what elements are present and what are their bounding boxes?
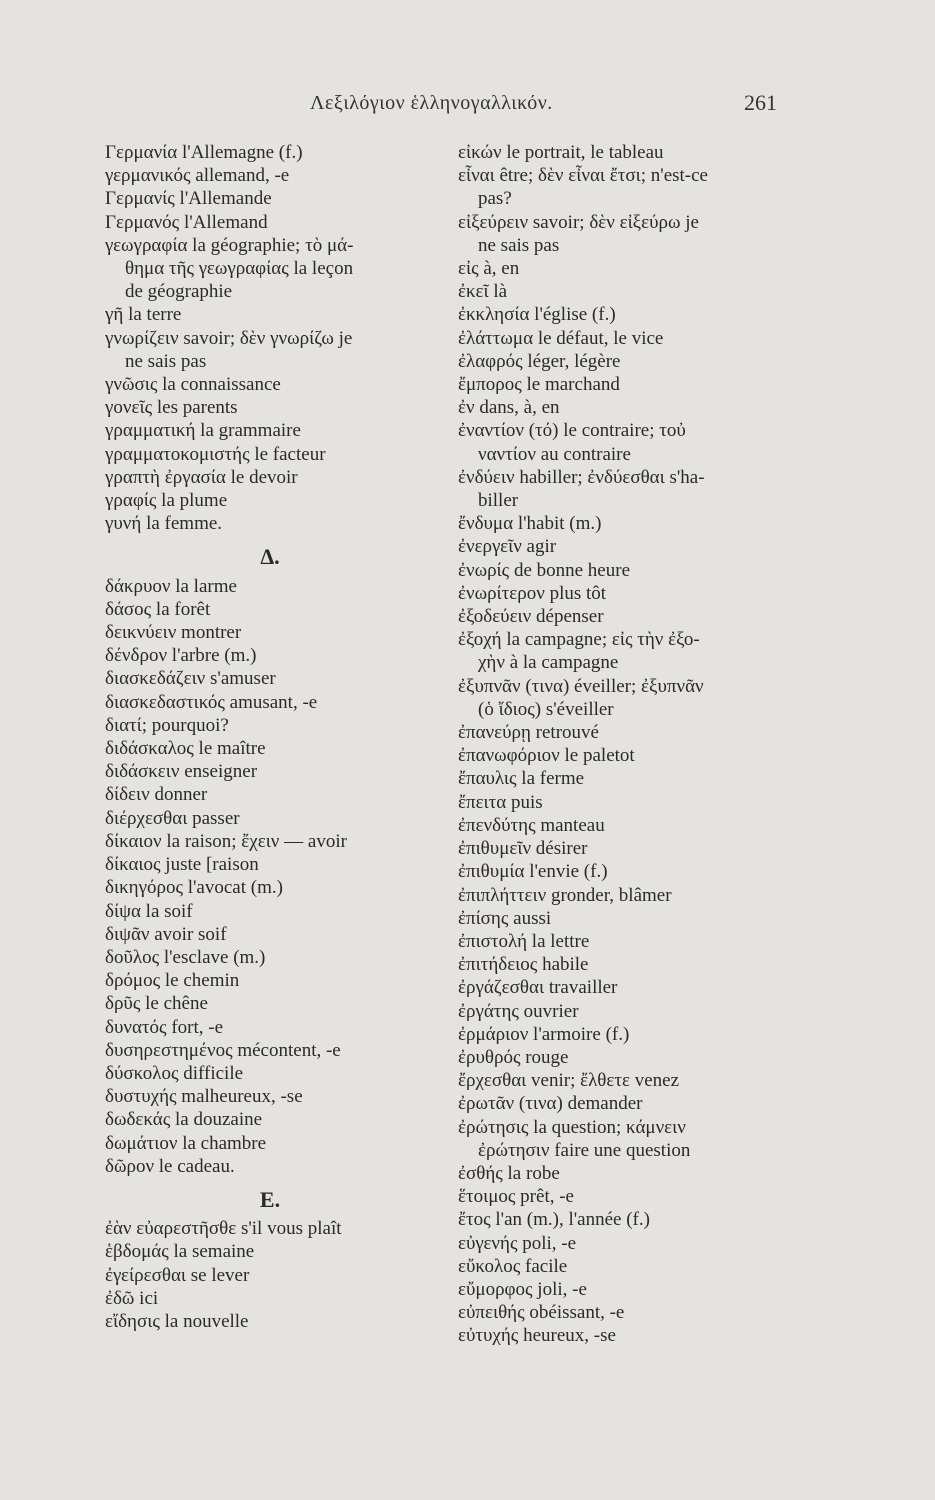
dictionary-entry: ἔτος l'an (m.), l'année (f.): [458, 1209, 650, 1231]
dictionary-entry: ἐπιθυμία l'envie (f.): [458, 861, 608, 883]
dictionary-entry: γραμματοκομιστής le facteur: [105, 443, 326, 465]
dictionary-entry: ἔπειτα puis: [458, 791, 543, 813]
dictionary-entry: ἐνωρίς de bonne heure: [458, 559, 631, 581]
dictionary-entry: εἶναι être; δὲν εἶναι ἔτσι; n'est-ce: [458, 165, 708, 187]
entry-continuation: θημα τῆς γεωγραφίας la leçon: [125, 258, 354, 280]
dictionary-entry: ἐὰν εὐαρεστῆσθε s'il vous plaît: [105, 1218, 342, 1240]
dictionary-entry: ἐρυθρός rouge: [458, 1046, 569, 1068]
dictionary-entry: ἔρχεσθαι venir; ἔλθετε venez: [458, 1070, 680, 1092]
dictionary-entry: δεικνύειν montrer: [105, 622, 242, 644]
dictionary-entry: γνῶσις la connaissance: [105, 374, 281, 396]
dictionary-entry: ἔνδυμα l'habit (m.): [458, 513, 602, 535]
dictionary-entry: γεωγραφία la géographie; τὸ μά-: [105, 234, 354, 256]
dictionary-entry: διδάσκειν enseigner: [105, 761, 258, 783]
entry-continuation: de géographie: [125, 281, 233, 303]
dictionary-entry: διασκεδαστικός amusant, -e: [105, 691, 318, 713]
dictionary-entry: εὐπειθής obéissant, -e: [458, 1302, 625, 1324]
entry-continuation: ne sais pas: [125, 350, 207, 372]
dictionary-entry: ἐρμάριον l'armoire (f.): [458, 1023, 630, 1045]
entry-continuation: biller: [478, 490, 519, 512]
dictionary-entry: δάκρυον la larme: [105, 575, 237, 597]
dictionary-entry: διψᾶν avoir soif: [105, 923, 227, 945]
dictionary-entry: ἐδῶ ici: [105, 1287, 159, 1309]
dictionary-entry: ἐργάζεσθαι travailler: [458, 977, 618, 999]
dictionary-entry: ἐπενδύτης manteau: [458, 814, 605, 836]
dictionary-entry: ἐπιστολή la lettre: [458, 930, 590, 952]
dictionary-entry: ἔμπορος le marchand: [458, 374, 620, 396]
dictionary-entry: ἐκεῖ là: [458, 281, 508, 303]
dictionary-entry: εὔκολος facile: [458, 1255, 568, 1277]
dictionary-entry: ἐπιπλήττειν gronder, blâmer: [458, 884, 672, 906]
running-head: Λεξιλόγιον ἑλληνογαλλικόν.: [310, 92, 553, 114]
dictionary-entry: ἐλάττωμα le défaut, le vice: [458, 327, 664, 349]
dictionary-entry: δικηγόρος l'avocat (m.): [105, 877, 283, 899]
dictionary-entry: δύσκολος difficile: [105, 1062, 244, 1084]
dictionary-entry: εὐγενής poli, -e: [458, 1232, 577, 1254]
dictionary-entry: ἐπίσης aussi: [458, 907, 552, 929]
dictionary-entry: δοῦλος l'esclave (m.): [105, 946, 266, 968]
dictionary-entry: ἐργάτης ouvrier: [458, 1000, 579, 1022]
entry-continuation: (ὁ ἴδιος) s'éveiller: [478, 698, 614, 720]
entry-continuation: ne sais pas: [478, 234, 560, 256]
dictionary-entry: δυστυχής malheureux, -se: [105, 1086, 303, 1108]
dictionary-entry: δυνατός fort, -e: [105, 1016, 224, 1038]
dictionary-entry: δυσηρεστημένος mécontent, -e: [105, 1039, 341, 1061]
dictionary-entry: Γερμανός l'Allemand: [105, 211, 268, 233]
dictionary-entry: εἰκών le portrait, le tableau: [458, 142, 664, 163]
dictionary-entry: εἰξεύρειν savoir; δὲν εἰξεύρω je: [458, 211, 699, 233]
dictionary-entry: ἐξοχή la campagne; εἰς τὴν ἐξο-: [458, 629, 700, 651]
dictionary-entry: ἐπιτήδειος habile: [458, 954, 589, 976]
dictionary-entry: εἰς à, en: [458, 258, 520, 280]
dictionary-entry: δάσος la forêt: [105, 598, 211, 620]
dictionary-entry: ἐρωτᾶν (τινα) demander: [458, 1093, 643, 1115]
dictionary-entry: γερμανικός allemand, -e: [105, 165, 290, 187]
dictionary-entry: ἐν dans, à, en: [458, 397, 560, 419]
right-column: [458, 141, 798, 1348]
dictionary-entry: ἐπανεύρῃ retrouvé: [458, 722, 599, 744]
dictionary-entry: δωδεκάς la douzaine: [105, 1109, 263, 1131]
dictionary-entry: γραμματική la grammaire: [105, 420, 301, 442]
dictionary-entry: διατί; pourquoi?: [105, 714, 229, 736]
dictionary-entry: εὐτυχής heureux, -se: [458, 1325, 616, 1347]
left-column: [105, 141, 435, 1333]
dictionary-entry: εὔμορφος joli, -e: [458, 1278, 587, 1300]
dictionary-entry: γραφίς la plume: [105, 490, 228, 512]
dictionary-entry: Γερμανίς l'Allemande: [105, 188, 272, 210]
dictionary-entry: ἐρώτησις la question; κάμνειν: [458, 1116, 686, 1138]
dictionary-entry: ἑβδομάς la semaine: [105, 1241, 255, 1263]
dictionary-entry: εἴδησις la nouvelle: [105, 1310, 249, 1332]
dictionary-entry: δρῦς le chêne: [105, 993, 208, 1015]
dictionary-entry: δίδειν donner: [105, 784, 208, 806]
entry-continuation: ἐρώτησιν faire une question: [478, 1139, 691, 1161]
page-number: 261: [744, 90, 777, 115]
dictionary-entry: ἕτοιμος prêt, -e: [458, 1186, 574, 1208]
section-letter-heading: Δ.: [260, 544, 280, 570]
dictionary-entry: δωμάτιον la chambre: [105, 1132, 267, 1154]
dictionary-entry: διέρχεσθαι passer: [105, 807, 240, 829]
dictionary-entry: ἐγείρεσθαι se lever: [105, 1264, 250, 1286]
dictionary-entry: δίκαιον la raison; ἔχειν — avoir: [105, 830, 347, 852]
dictionary-entry: ἐξοδεύειν dépenser: [458, 606, 604, 628]
dictionary-entry: ἐπιθυμεῖν désirer: [458, 838, 588, 860]
dictionary-entry: ἐνεργεῖν agir: [458, 536, 557, 558]
dictionary-entry: ἐξυπνᾶν (τινα) éveiller; ἐξυπνᾶν: [458, 675, 704, 697]
dictionary-entry: γνωρίζειν savoir; δὲν γνωρίζω je: [105, 327, 353, 349]
dictionary-entry: γονεῖς les parents: [105, 397, 238, 419]
entry-continuation: χὴν à la campagne: [478, 652, 619, 674]
dictionary-entry: δρόμος le chemin: [105, 970, 240, 992]
dictionary-entry: γραπτὴ ἐργασία le devoir: [105, 466, 298, 488]
dictionary-entry: γῆ la terre: [105, 304, 182, 326]
dictionary-entry: ἐνωρίτερον plus tôt: [458, 582, 607, 604]
dictionary-entry: ἐνδύειν habiller; ἐνδύεσθαι s'ha-: [458, 466, 705, 488]
dictionary-entry: ἐσθής la robe: [458, 1162, 560, 1184]
dictionary-entry: ἔπαυλις la ferme: [458, 768, 585, 790]
dictionary-entry: δίψα la soif: [105, 900, 193, 922]
entry-continuation: pas?: [478, 188, 512, 210]
dictionary-entry: ἐπανωφόριον le paletot: [458, 745, 635, 767]
dictionary-entry: ἐναντίον (τό) le contraire; τοὐ: [458, 420, 686, 442]
section-letter-heading: E.: [259, 1186, 281, 1212]
entry-continuation: ναντίον au contraire: [478, 443, 631, 465]
dictionary-entry: διδάσκαλος le maître: [105, 738, 266, 760]
dictionary-entry: δένδρον l'arbre (m.): [105, 645, 257, 667]
dictionary-entry: γυνή la femme.: [105, 513, 223, 535]
dictionary-entry: δῶρον le cadeau.: [105, 1155, 235, 1177]
dictionary-entry: ἐλαφρός léger, légère: [458, 350, 621, 372]
dictionary-entry: ἐκκλησία l'église (f.): [458, 304, 616, 326]
dictionary-entry: Γερμανία l'Allemagne (f.): [105, 142, 303, 163]
dictionary-entry: διασκεδάζειν s'amuser: [105, 668, 276, 690]
dictionary-entry: δίκαιος juste [raison: [105, 854, 259, 876]
